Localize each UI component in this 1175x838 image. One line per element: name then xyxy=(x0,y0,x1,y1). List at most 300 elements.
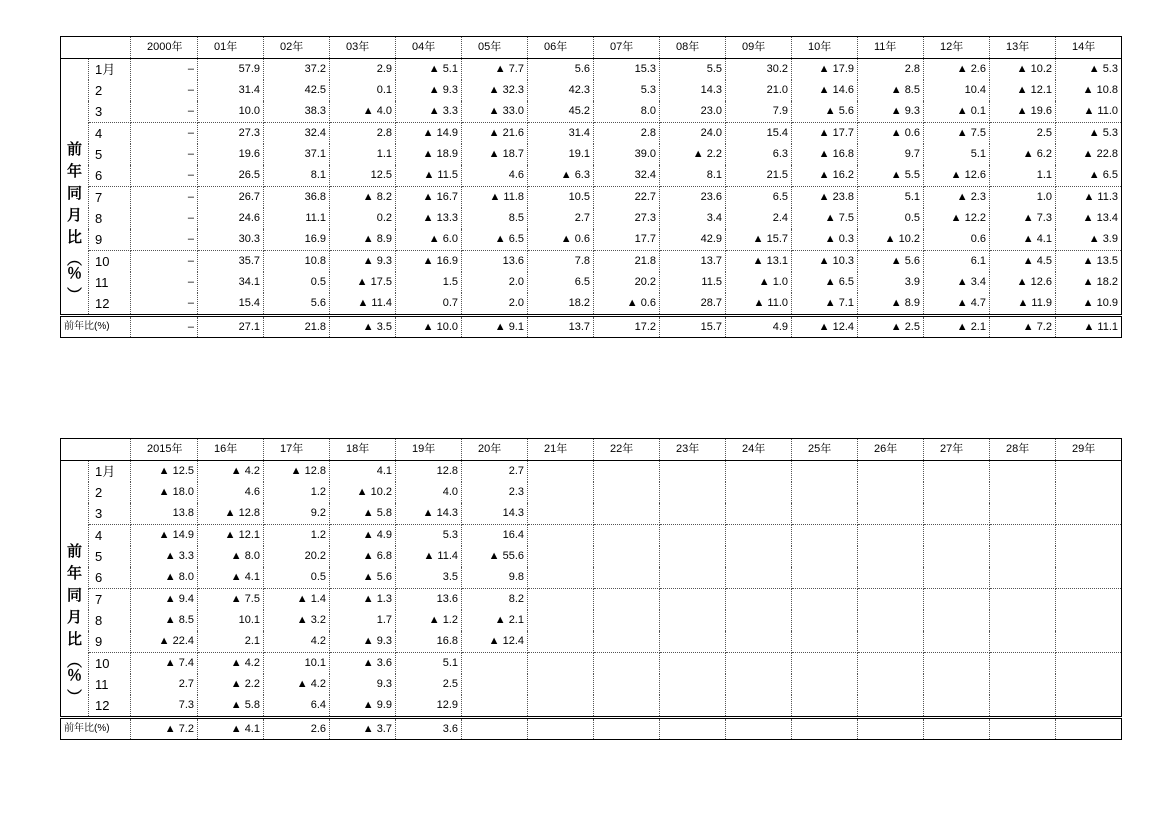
value-cell: 5.1 xyxy=(858,187,924,209)
value-cell: ▲ 17.9 xyxy=(792,59,858,81)
value-cell: ▲ 13.4 xyxy=(1056,208,1122,229)
value-cell: ▲ 5.3 xyxy=(1056,59,1122,81)
annual-total-cell xyxy=(726,718,792,740)
value-cell: ▲ 16.9 xyxy=(396,251,462,273)
value-cell: 9.8 xyxy=(462,567,528,589)
year-header: 26年 xyxy=(858,439,924,461)
value-cell xyxy=(528,482,594,503)
value-cell xyxy=(924,503,990,525)
annual-total-cell xyxy=(660,718,726,740)
value-cell xyxy=(528,567,594,589)
value-cell: 3.5 xyxy=(396,567,462,589)
value-cell xyxy=(924,589,990,611)
value-cell xyxy=(660,546,726,567)
table-row xyxy=(61,187,1122,209)
value-cell: 21.0 xyxy=(726,80,792,101)
month-label: 1月 xyxy=(89,461,131,483)
value-cell xyxy=(924,567,990,589)
value-cell: ▲ 0.6 xyxy=(594,293,660,316)
value-cell: ▲ 22.8 xyxy=(1056,144,1122,165)
value-cell: 37.1 xyxy=(264,144,330,165)
value-cell xyxy=(726,503,792,525)
annual-total-cell: ▲ 7.2 xyxy=(990,316,1056,338)
value-cell: 5.3 xyxy=(396,525,462,547)
year-header: 13年 xyxy=(990,37,1056,59)
value-cell xyxy=(924,461,990,483)
value-cell: ▲ 10.2 xyxy=(990,59,1056,81)
annual-total-cell: ▲ 2.5 xyxy=(858,316,924,338)
value-cell xyxy=(990,589,1056,611)
year-header: 08年 xyxy=(660,37,726,59)
value-cell xyxy=(1056,567,1122,589)
value-cell: 11.1 xyxy=(264,208,330,229)
value-cell: – xyxy=(131,229,198,251)
value-cell: 2.7 xyxy=(131,674,198,695)
value-cell: 2.3 xyxy=(462,482,528,503)
annual-total-label: 前年比(%) xyxy=(61,718,131,740)
year-header: 27年 xyxy=(924,439,990,461)
value-cell: ▲ 5.6 xyxy=(792,101,858,123)
value-cell: 1.2 xyxy=(264,525,330,547)
value-cell: 1.2 xyxy=(264,482,330,503)
value-cell xyxy=(1056,482,1122,503)
value-cell xyxy=(858,674,924,695)
month-label: 3 xyxy=(89,503,131,525)
value-cell: 6.4 xyxy=(264,695,330,718)
value-cell: 26.7 xyxy=(198,187,264,209)
value-cell xyxy=(990,503,1056,525)
annual-total-cell xyxy=(462,718,528,740)
value-cell xyxy=(1056,503,1122,525)
annual-total-cell: 17.2 xyxy=(594,316,660,338)
value-cell: 11.5 xyxy=(660,272,726,293)
value-cell xyxy=(858,631,924,653)
value-cell: ▲ 11.4 xyxy=(396,546,462,567)
value-cell xyxy=(792,674,858,695)
yoy-table-2000-2014 xyxy=(60,36,1122,338)
value-cell: ▲ 2.1 xyxy=(462,610,528,631)
year-header: 11年 xyxy=(858,37,924,59)
value-cell: 10.1 xyxy=(264,653,330,675)
annual-total-cell xyxy=(858,718,924,740)
value-cell xyxy=(726,482,792,503)
value-cell xyxy=(1056,461,1122,483)
value-cell: 10.0 xyxy=(198,101,264,123)
value-cell: ▲ 4.7 xyxy=(924,293,990,316)
value-cell xyxy=(924,546,990,567)
value-cell xyxy=(990,695,1056,718)
value-cell: ▲ 6.3 xyxy=(528,165,594,187)
value-cell xyxy=(528,653,594,675)
value-cell: ▲ 5.6 xyxy=(858,251,924,273)
value-cell xyxy=(726,525,792,547)
value-cell: 1.7 xyxy=(330,610,396,631)
value-cell: ▲ 12.1 xyxy=(198,525,264,547)
value-cell: ▲ 12.6 xyxy=(990,272,1056,293)
value-cell xyxy=(792,695,858,718)
table-row xyxy=(61,80,1122,101)
value-cell: ▲ 10.8 xyxy=(1056,80,1122,101)
value-cell: 14.3 xyxy=(462,503,528,525)
annual-total-cell: ▲ 7.2 xyxy=(131,718,198,740)
side-label-text: 前 年 同 月 比 ︵ ％ ︶ xyxy=(66,141,82,304)
value-cell: – xyxy=(131,123,198,145)
month-label: 2 xyxy=(89,482,131,503)
value-cell: ▲ 7.5 xyxy=(792,208,858,229)
value-cell: 39.0 xyxy=(594,144,660,165)
value-cell: ▲ 3.6 xyxy=(330,653,396,675)
value-cell xyxy=(660,503,726,525)
value-cell: ▲ 18.7 xyxy=(462,144,528,165)
value-cell: 13.7 xyxy=(660,251,726,273)
value-cell: ▲ 17.7 xyxy=(792,123,858,145)
year-header: 2015年 xyxy=(131,439,198,461)
value-cell: 0.7 xyxy=(396,293,462,316)
value-cell: ▲ 12.6 xyxy=(924,165,990,187)
value-cell: ▲ 18.2 xyxy=(1056,272,1122,293)
value-cell xyxy=(528,695,594,718)
value-cell: 24.6 xyxy=(198,208,264,229)
year-header: 09年 xyxy=(726,37,792,59)
value-cell: 2.4 xyxy=(726,208,792,229)
value-cell xyxy=(528,610,594,631)
value-cell: 21.5 xyxy=(726,165,792,187)
value-cell: 10.5 xyxy=(528,187,594,209)
table-row xyxy=(61,123,1122,145)
value-cell xyxy=(726,567,792,589)
value-cell: ▲ 10.2 xyxy=(858,229,924,251)
side-label xyxy=(61,461,89,718)
value-cell: 26.5 xyxy=(198,165,264,187)
value-cell: ▲ 14.9 xyxy=(396,123,462,145)
value-cell: ▲ 4.2 xyxy=(198,653,264,675)
corner-cell xyxy=(61,37,131,59)
value-cell xyxy=(924,653,990,675)
annual-total-cell: ▲ 12.4 xyxy=(792,316,858,338)
value-cell: ▲ 21.6 xyxy=(462,123,528,145)
value-cell xyxy=(924,610,990,631)
value-cell: ▲ 4.5 xyxy=(990,251,1056,273)
value-cell: 7.8 xyxy=(528,251,594,273)
value-cell: ▲ 7.7 xyxy=(462,59,528,81)
month-label: 4 xyxy=(89,525,131,547)
year-header: 20年 xyxy=(462,439,528,461)
month-label: 6 xyxy=(89,567,131,589)
value-cell xyxy=(990,525,1056,547)
year-header: 24年 xyxy=(726,439,792,461)
value-cell xyxy=(594,546,660,567)
value-cell: ▲ 18.9 xyxy=(396,144,462,165)
value-cell xyxy=(792,525,858,547)
value-cell: – xyxy=(131,208,198,229)
value-cell: ▲ 13.3 xyxy=(396,208,462,229)
value-cell: 15.3 xyxy=(594,59,660,81)
value-cell: 27.3 xyxy=(594,208,660,229)
month-label: 5 xyxy=(89,144,131,165)
value-cell xyxy=(990,461,1056,483)
value-cell: ▲ 7.5 xyxy=(198,589,264,611)
annual-total-cell: 13.7 xyxy=(528,316,594,338)
month-label: 3 xyxy=(89,101,131,123)
table-row xyxy=(61,208,1122,229)
value-cell: ▲ 8.2 xyxy=(330,187,396,209)
table-row xyxy=(61,272,1122,293)
value-cell: ▲ 11.0 xyxy=(1056,101,1122,123)
value-cell: 13.6 xyxy=(396,589,462,611)
value-cell xyxy=(1056,695,1122,718)
annual-total-cell: ▲ 10.0 xyxy=(396,316,462,338)
value-cell xyxy=(990,631,1056,653)
value-cell xyxy=(462,674,528,695)
value-cell xyxy=(528,546,594,567)
value-cell xyxy=(792,461,858,483)
year-header: 03年 xyxy=(330,37,396,59)
year-header: 12年 xyxy=(924,37,990,59)
value-cell xyxy=(660,653,726,675)
value-cell: ▲ 55.6 xyxy=(462,546,528,567)
value-cell: ▲ 5.3 xyxy=(1056,123,1122,145)
value-cell xyxy=(858,610,924,631)
value-cell xyxy=(660,589,726,611)
value-cell: ▲ 3.3 xyxy=(396,101,462,123)
value-cell: 4.6 xyxy=(198,482,264,503)
value-cell xyxy=(594,461,660,483)
value-cell: 5.5 xyxy=(660,59,726,81)
value-cell: ▲ 13.5 xyxy=(1056,251,1122,273)
value-cell xyxy=(990,546,1056,567)
year-header: 04年 xyxy=(396,37,462,59)
annual-total-cell: ▲ 3.5 xyxy=(330,316,396,338)
value-cell xyxy=(660,461,726,483)
value-cell xyxy=(858,461,924,483)
value-cell: ▲ 6.5 xyxy=(1056,165,1122,187)
value-cell: 10.4 xyxy=(924,80,990,101)
value-cell: ▲ 0.3 xyxy=(792,229,858,251)
value-cell: ▲ 10.9 xyxy=(1056,293,1122,316)
month-label: 6 xyxy=(89,165,131,187)
value-cell: ▲ 14.9 xyxy=(131,525,198,547)
value-cell xyxy=(858,546,924,567)
value-cell: 30.2 xyxy=(726,59,792,81)
value-cell: ▲ 12.1 xyxy=(990,80,1056,101)
year-header: 16年 xyxy=(198,439,264,461)
value-cell: 2.1 xyxy=(198,631,264,653)
month-label: 4 xyxy=(89,123,131,145)
value-cell: ▲ 0.1 xyxy=(924,101,990,123)
value-cell: ▲ 18.0 xyxy=(131,482,198,503)
value-cell: ▲ 33.0 xyxy=(462,101,528,123)
value-cell xyxy=(858,482,924,503)
value-cell: ▲ 11.5 xyxy=(396,165,462,187)
value-cell: ▲ 5.8 xyxy=(330,503,396,525)
value-cell xyxy=(990,653,1056,675)
value-cell: 0.2 xyxy=(330,208,396,229)
month-label: 5 xyxy=(89,546,131,567)
month-label: 9 xyxy=(89,229,131,251)
value-cell: 19.1 xyxy=(528,144,594,165)
value-cell: ▲ 5.6 xyxy=(330,567,396,589)
value-cell: ▲ 11.3 xyxy=(1056,187,1122,209)
value-cell: ▲ 8.9 xyxy=(330,229,396,251)
value-cell: 23.6 xyxy=(660,187,726,209)
value-cell xyxy=(594,503,660,525)
value-cell: 20.2 xyxy=(594,272,660,293)
value-cell xyxy=(594,695,660,718)
month-label: 2 xyxy=(89,80,131,101)
value-cell xyxy=(660,525,726,547)
value-cell: ▲ 8.0 xyxy=(198,546,264,567)
annual-total-row xyxy=(61,316,1122,338)
month-label: 11 xyxy=(89,674,131,695)
value-cell: ▲ 2.6 xyxy=(924,59,990,81)
value-cell: ▲ 23.8 xyxy=(792,187,858,209)
value-cell: 2.7 xyxy=(462,461,528,483)
value-cell: ▲ 5.8 xyxy=(198,695,264,718)
value-cell: 6.5 xyxy=(726,187,792,209)
value-cell: ▲ 22.4 xyxy=(131,631,198,653)
value-cell: ▲ 9.9 xyxy=(330,695,396,718)
value-cell xyxy=(1056,546,1122,567)
value-cell: 16.9 xyxy=(264,229,330,251)
value-cell xyxy=(726,631,792,653)
value-cell: ▲ 13.1 xyxy=(726,251,792,273)
value-cell: 3.4 xyxy=(660,208,726,229)
value-cell: – xyxy=(131,144,198,165)
annual-total-cell: 21.8 xyxy=(264,316,330,338)
value-cell xyxy=(594,674,660,695)
value-cell xyxy=(924,525,990,547)
value-cell: 2.5 xyxy=(990,123,1056,145)
table-row xyxy=(61,293,1122,316)
value-cell: ▲ 6.5 xyxy=(792,272,858,293)
table-row xyxy=(61,251,1122,273)
value-cell: ▲ 4.0 xyxy=(330,101,396,123)
value-cell: 2.0 xyxy=(462,293,528,316)
value-cell: ▲ 32.3 xyxy=(462,80,528,101)
year-header: 2000年 xyxy=(131,37,198,59)
value-cell: 7.9 xyxy=(726,101,792,123)
value-cell: ▲ 14.6 xyxy=(792,80,858,101)
month-label: 1月 xyxy=(89,59,131,81)
value-cell: 8.1 xyxy=(264,165,330,187)
table-row xyxy=(61,503,1122,525)
value-cell xyxy=(594,631,660,653)
value-cell: ▲ 12.2 xyxy=(924,208,990,229)
value-cell xyxy=(594,610,660,631)
value-cell: 18.2 xyxy=(528,293,594,316)
value-cell: ▲ 6.2 xyxy=(990,144,1056,165)
value-cell: ▲ 1.0 xyxy=(726,272,792,293)
value-cell: ▲ 0.6 xyxy=(528,229,594,251)
value-cell: 5.1 xyxy=(396,653,462,675)
value-cell xyxy=(726,610,792,631)
value-cell: ▲ 17.5 xyxy=(330,272,396,293)
value-cell: ▲ 3.4 xyxy=(924,272,990,293)
value-cell: 21.8 xyxy=(594,251,660,273)
month-label: 8 xyxy=(89,610,131,631)
value-cell: 15.4 xyxy=(198,293,264,316)
year-header: 06年 xyxy=(528,37,594,59)
value-cell: 12.5 xyxy=(330,165,396,187)
value-cell: 1.1 xyxy=(990,165,1056,187)
annual-total-cell xyxy=(528,718,594,740)
value-cell: 10.8 xyxy=(264,251,330,273)
value-cell: 7.3 xyxy=(131,695,198,718)
value-cell: 3.9 xyxy=(858,272,924,293)
value-cell: ▲ 3.9 xyxy=(1056,229,1122,251)
table-row xyxy=(61,144,1122,165)
value-cell: – xyxy=(131,80,198,101)
value-cell: 9.7 xyxy=(858,144,924,165)
year-header: 19年 xyxy=(396,439,462,461)
value-cell: 2.8 xyxy=(594,123,660,145)
value-cell: – xyxy=(131,272,198,293)
annual-total-cell: 3.6 xyxy=(396,718,462,740)
value-cell: 8.2 xyxy=(462,589,528,611)
value-cell xyxy=(990,567,1056,589)
value-cell: 19.6 xyxy=(198,144,264,165)
value-cell: 13.6 xyxy=(462,251,528,273)
value-cell: ▲ 3.2 xyxy=(264,610,330,631)
value-cell: 8.1 xyxy=(660,165,726,187)
value-cell: 34.1 xyxy=(198,272,264,293)
side-label-text: 前 年 同 月 比 ︵ ％ ︶ xyxy=(66,543,82,706)
value-cell xyxy=(858,567,924,589)
value-cell: ▲ 3.3 xyxy=(131,546,198,567)
month-label: 11 xyxy=(89,272,131,293)
value-cell: 16.8 xyxy=(396,631,462,653)
value-cell: ▲ 9.3 xyxy=(858,101,924,123)
value-cell: ▲ 4.1 xyxy=(198,567,264,589)
value-cell: 6.1 xyxy=(924,251,990,273)
table-row xyxy=(61,589,1122,611)
side-label xyxy=(61,59,89,316)
value-cell xyxy=(1056,525,1122,547)
month-label: 7 xyxy=(89,589,131,611)
value-cell: 0.5 xyxy=(264,567,330,589)
table-row xyxy=(61,165,1122,187)
year-header: 28年 xyxy=(990,439,1056,461)
value-cell: 1.0 xyxy=(990,187,1056,209)
value-cell xyxy=(924,631,990,653)
value-cell: – xyxy=(131,165,198,187)
value-cell: ▲ 5.1 xyxy=(396,59,462,81)
value-cell: 36.8 xyxy=(264,187,330,209)
value-cell: ▲ 6.0 xyxy=(396,229,462,251)
value-cell xyxy=(792,567,858,589)
month-label: 7 xyxy=(89,187,131,209)
value-cell: 15.4 xyxy=(726,123,792,145)
value-cell: – xyxy=(131,293,198,316)
value-cell: 23.0 xyxy=(660,101,726,123)
value-cell: ▲ 5.5 xyxy=(858,165,924,187)
year-header: 23年 xyxy=(660,439,726,461)
value-cell xyxy=(924,482,990,503)
value-cell: 42.9 xyxy=(660,229,726,251)
header-row xyxy=(61,37,1122,59)
value-cell: 9.3 xyxy=(330,674,396,695)
table-row xyxy=(61,229,1122,251)
value-cell xyxy=(924,695,990,718)
value-cell: 28.7 xyxy=(660,293,726,316)
value-cell: 6.5 xyxy=(528,272,594,293)
month-label: 12 xyxy=(89,293,131,316)
value-cell xyxy=(660,631,726,653)
value-cell: 4.1 xyxy=(330,461,396,483)
table-row xyxy=(61,567,1122,589)
value-cell: 2.9 xyxy=(330,59,396,81)
year-header: 01年 xyxy=(198,37,264,59)
